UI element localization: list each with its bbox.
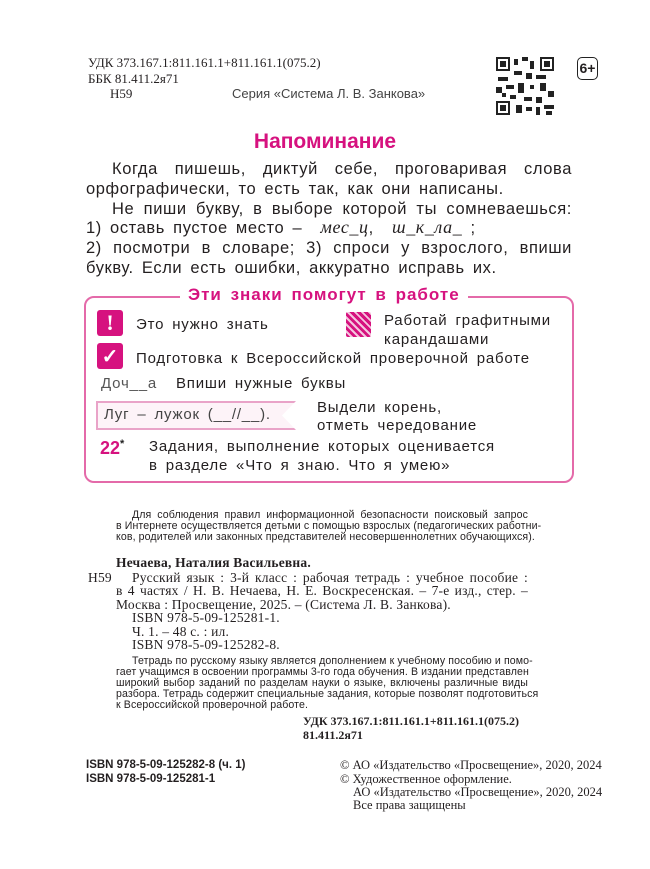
age-rating-badge: 6+ — [577, 57, 598, 80]
sign-label: в разделе «Что я знаю. Что я умею» — [149, 457, 451, 474]
annotation-line: к Всероссийской проверочной работе. — [116, 699, 309, 711]
example-word-2: ш_к_ла_ — [392, 217, 463, 237]
exclamation-icon: ! — [97, 310, 123, 336]
isbn-set: ISBN 978-5-09-125281-1 — [86, 773, 216, 785]
safety-line: в Интернете осуществляется детьми с помощью взрослых (педагогических работни- — [116, 520, 542, 532]
sign-label: карандашами — [384, 331, 490, 348]
copyright-line: © Художественное оформление. — [340, 772, 512, 786]
qr-code[interactable] — [496, 57, 554, 115]
bib-isbn: ISBN 978-5-09-125282-8. — [132, 637, 280, 652]
header-bbk: ББК 81.411.2я71 — [88, 71, 179, 86]
bib-part: Ч. 1. – 48 с. : ил. — [132, 624, 230, 639]
sign-label: Задания, выполнение которых оценивается — [149, 438, 495, 455]
signs-title: Эти знаки помогут в работе — [180, 285, 468, 305]
sign-label: отметь чередование — [317, 417, 478, 434]
reminder-title: Напоминание — [253, 130, 397, 153]
safety-line: ков, родителей или законных представителей несовершеннолетних обучающихся). — [116, 531, 535, 543]
sign-label: Впиши нужные буквы — [176, 375, 347, 392]
pencils-icon — [346, 312, 371, 337]
bib-code: Н59 — [88, 570, 112, 585]
sample-word: Доч__а — [101, 375, 157, 392]
reminder-line: Не пиши букву, в выборе которой ты сомневаешься: — [112, 200, 572, 218]
annotation-line: разбора. Тетрадь содержит специальные задания, которые позволят подготовиться — [116, 688, 539, 700]
copyright-line: © АО «Издательство «Просвещение», 2020, 2024 — [340, 758, 602, 772]
sign-label: Подготовка к Всероссийской проверочной работе — [136, 350, 530, 367]
series-title: Серия «Система Л. В. Занкова» — [232, 86, 426, 101]
author: Нечаева, Наталия Васильевна. — [116, 555, 311, 570]
checkmark-icon: ✓ — [97, 343, 123, 369]
header-udk: УДК 373.167.1:811.161.1+811.161.1(075.2) — [88, 55, 321, 70]
udk: УДК 373.167.1:811.161.1+811.161.1(075.2) — [303, 714, 520, 728]
reminder-line: орфографически, то есть так, как они написаны. — [86, 180, 504, 198]
task-number: 22* — [100, 438, 125, 458]
isbn-part: ISBN 978-5-09-125282-8 (ч. 1) — [86, 759, 246, 771]
bib-line: Русский язык : 3-й класс : рабочая тетрадь : учебное пособие : — [132, 570, 528, 585]
reminder-line: 1) оставь пустое место – мес_ц, ш_к_ла_ ; — [86, 217, 476, 237]
sign-label: Работай графитными — [384, 312, 551, 329]
sign-label: Выдели корень, — [317, 399, 442, 416]
annotation-line: гает учащимся в освоении программы 3-го года обучения. В издании представлен — [116, 666, 530, 678]
bbk: 81.411.2я71 — [303, 728, 363, 742]
reminder-line: букву. Если есть ошибки, аккуратно исправь их. — [86, 259, 497, 277]
reminder-line: Когда пишешь, диктуй себе, проговаривая слова — [112, 160, 572, 178]
header-code: Н59 — [110, 86, 133, 101]
example-word-1: мес_ц — [320, 217, 369, 237]
safety-line: Для соблюдения правил информационной безопасности поисковый запрос — [132, 509, 528, 521]
sign-label: Это нужно знать — [136, 316, 269, 333]
bib-line: в 4 частях / Н. В. Нечаева, Н. Е. Воскресенская. – 7-е изд., стер. – — [116, 583, 528, 598]
annotation-line: Тетрадь по русскому языку является дополнением к учебному пособию и помо- — [132, 655, 533, 667]
reminder-line: 2) посмотри в словаре; 3) спроси у взрослого, впиши — [86, 239, 572, 257]
copyright-line: АО «Издательство «Просвещение», 2020, 2024 — [353, 785, 603, 799]
sample-word: Луг – лужок (__//__). — [104, 406, 271, 423]
copyright-line: Все права защищены — [353, 798, 466, 812]
bib-isbn: ISBN 978-5-09-125281-1. — [132, 610, 280, 625]
bib-line: Москва : Просвещение, 2025. – (Система Л. В. Занкова). — [116, 597, 451, 612]
annotation-line: широкий выбор заданий по разделам науки о языке, включены различные виды — [116, 677, 528, 689]
